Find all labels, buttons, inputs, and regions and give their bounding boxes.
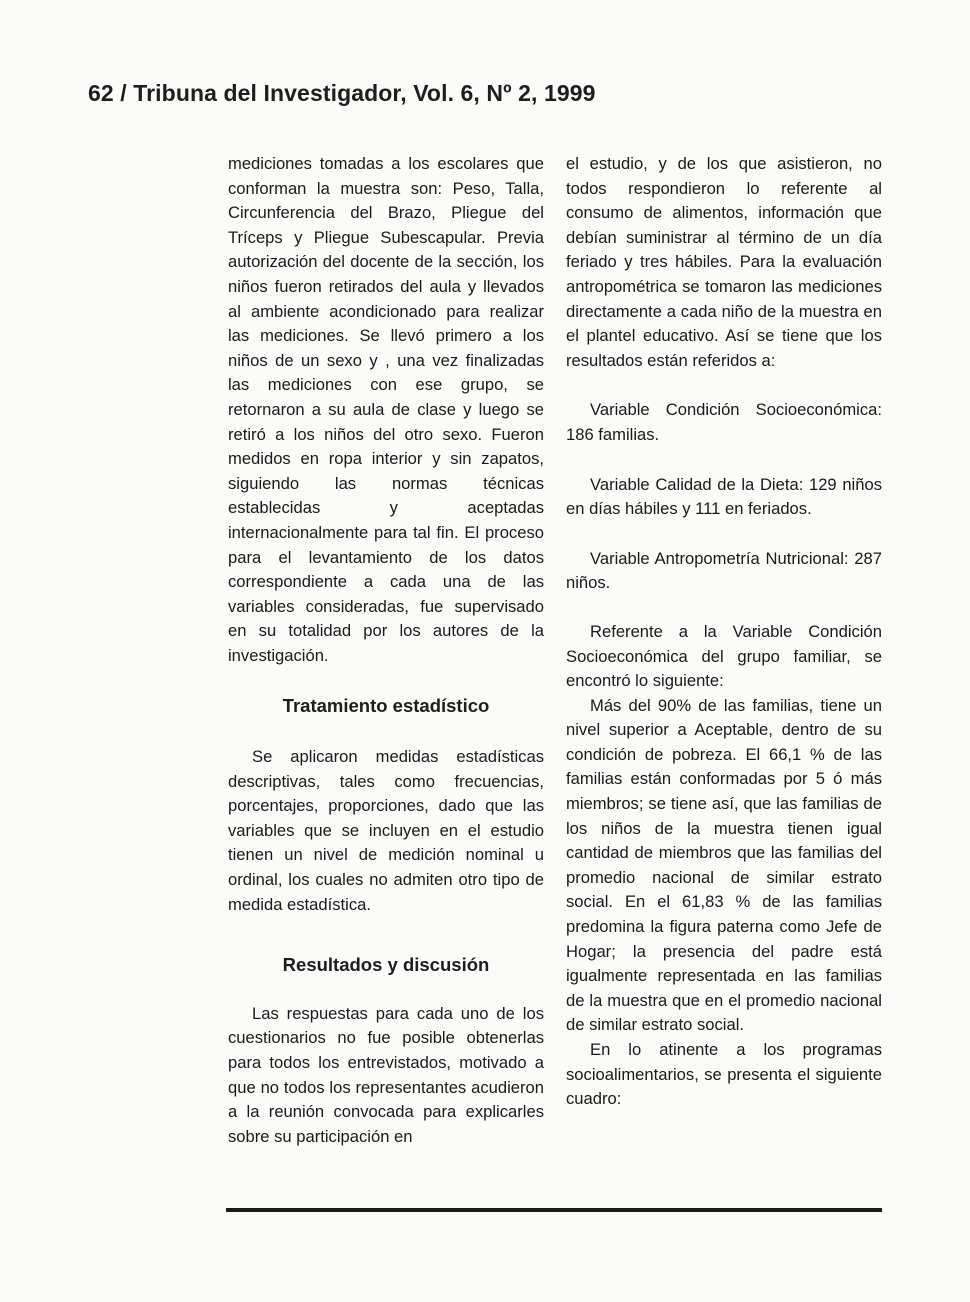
running-header: 62 / Tribuna del Investigador, Vol. 6, Nº 2, 1999 (88, 80, 596, 106)
variable-socioeconomic: Variable Condición Socioeconómica: 186 familias. (566, 400, 882, 444)
paragraph-socioeconomic-intro: Referente a la Variable Condición Socioeconómica del grupo familiar, se encontró lo siguiente: (566, 621, 882, 691)
heading-results-discussion: Resultados y discusión (282, 954, 490, 976)
paragraph-measurements: mediciones tomadas a los escolares que conforman la muestra son: Peso, Talla, Circunferencia del Brazo, Pliegue del Tríceps y Pliegue Subescapular. Previa autorización del docente de la sección, los niños fueron retirados del aula y llevados al ambiente acondicionado para realizar las mediciones. Se llevó primero a los niños de un sexo y , una vez finalizadas las mediciones con ese grupo, se retornaron a su aula de clase y luego se retiró a los niños del otro sexo. Fueron medidos en ropa interior y sin zapatos, siguiendo las normas técnicas establecidas y aceptadas internacionalmente para tal fin. El proceso para el levantamiento de los datos correspondiente a cada una de las variables consideradas, fue supervisado en su totalidad por los autores de la investigación. (228, 154, 544, 665)
paragraph-study-continued: el estudio, y de los que asistieron, no todos respondieron lo referente al consumo de alimentos, información que debían suministrar al término de un día feriado y tres hábiles. Para la evaluación antropométrica se tomaron las mediciones directamente a cada niño de la muestra en el plantel educativo. Así se tiene que los resultados están referidos a: (566, 154, 882, 370)
paragraph-food-programs: En lo atinente a los programas socioalimentarios, se presenta el siguiente cuadro: (566, 1040, 882, 1109)
paragraph-responses: Las respuestas para cada uno de los cuestionarios no fue posible obtenerlas para todos los entrevistados, motivado a que no todos los representantes acudieron a la reunión convocada para explicarles sobre su participación en (228, 1003, 544, 1146)
left-column (228, 152, 544, 1149)
variable-diet-quality: Variable Calidad de la Dieta: 129 niños en días hábiles y 111 en feriados. (566, 474, 882, 519)
bottom-rule (226, 1208, 882, 1212)
variable-anthropometry: Variable Antropometría Nutricional: 287 niños. (566, 548, 882, 593)
paragraph-family-findings: Más del 90% de las familias, tiene un nivel superior a Aceptable, dentro de su condición de pobreza. El 66,1 % de las familias están conformadas por 5 ó más miembros; se tiene así, que las familias de los niños de la muestra tienen igual cantidad de miembros que las familias del promedio nacional de similar estrato social. En el 61,83 % de las familias predomina la figura paterna como Jefe de Hogar; la presencia del padre está igualmente representada en las familias de la muestra que en el promedio nacional de similar estrato social. (566, 695, 882, 1035)
heading-statistical-treatment: Tratamiento estadístico (282, 695, 490, 717)
paragraph-statistics: Se aplicaron medidas estadísticas descriptivas, tales como frecuencias, porcentajes, proporciones, dado que las variables que se incluyen en el estudio tienen un nivel de medición nominal u ordinal, los cuales no admiten otro tipo de medida estadística. (228, 747, 544, 914)
right-column (566, 152, 882, 1112)
